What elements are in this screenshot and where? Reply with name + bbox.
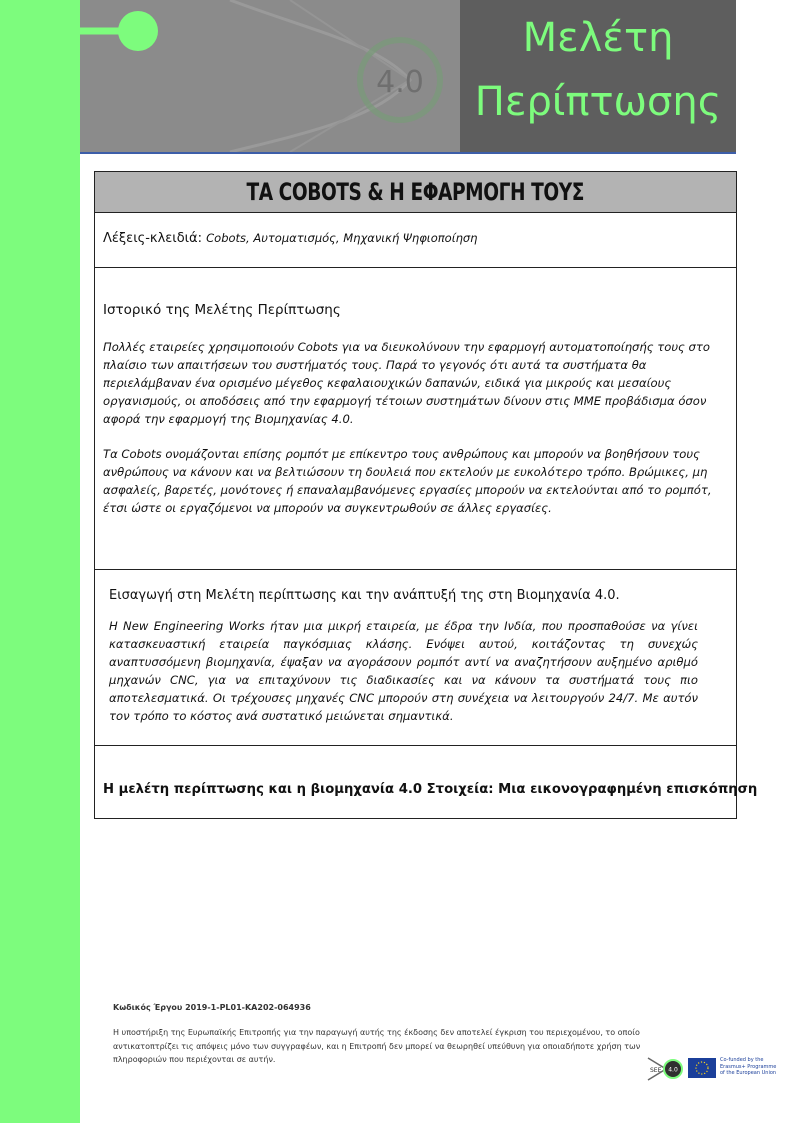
introduction-heading: Εισαγωγή στη Μελέτη περίπτωσης και την ανάπτυξή της στη Βιομηχανία 4.0. [109, 588, 620, 603]
page-footer [113, 1003, 693, 1067]
disclaimer-text: Η υποστήριξη της Ευρωπαϊκής Επιτροπής για την παραγωγή αυτής της έκδοσης δεν αποτελεί έγκριση του περιεχομένου, το οποίο αντικατοπτρίζει τις απόψεις μόνο των συγγραφέων, και η Επιτροπή δεν μπορεί να θεωρηθεί υπεύθυνη για οποιαδήποτε χρήση των πληροφοριών που περιέχονται σε αυτήν. [113, 1028, 641, 1064]
header-illustration [80, 0, 460, 152]
header-title-panel [460, 0, 736, 152]
eu-flag-icon [688, 1058, 716, 1078]
introduction-paragraph: Η New Engineering Works ήταν μια μικρή εταιρεία, με έδρα την Ινδία, που προσπαθούσε να γίνει κατασκευαστική εταιρεία παγκόσμιας κλάσης. Ενόψει αυτού, κοιτάζοντας τη συνεχώς αναπτυσσόμενη βιομηχανία, έψαξαν να αγοράσουν ρομπότ αντί να αναζητήσουν αυξημένο αριθμό μηχανών CNC, για να επιταχύνουν τις διαδικασίες και να κάνουν τα συστήματά τους πιο αποτελεσματικά. Οι τρέχουσες μηχανές CNC μπορούν στη συνέχεια να λειτουργούν 24/7. Με αυτόν τον τρόπο το κόστος ανά συστατικό μειώνεται σημαντικά. [109, 619, 698, 723]
project-code: Κωδικός Έργου 2019-1-PL01-KA202-064936 [113, 1003, 311, 1012]
footer-logos [646, 1055, 776, 1083]
introduction-section [95, 569, 736, 745]
left-accent-bar [0, 0, 80, 1123]
header-title-line2: Περίπτωσης [474, 79, 722, 125]
keywords-row [95, 212, 736, 267]
history-paragraph-2: Τα Cobots ονομάζονται επίσης ρομπότ με επίκεντρο τους ανθρώπους και μπορούν να βοηθήσουν τους ανθρώπους να κάνουν και να βελτιώσουν τη δουλειά που εκτελούν με ευκολότερο τρόπο. Βρώμικες, μη ασφαλείς, βαρετές, μονότονες ή επαναλαμβανόμενες εργασίες μπορούν να εκτελούνται από το ρομπότ, έτσι ώστε οι εργαζόμενοι να μπορούν να συγκεντρωθούν σε άλλες εργασίες. [103, 447, 712, 515]
industry-4-0-graphic-icon [80, 0, 460, 152]
see-logo-text: SEE [650, 1067, 662, 1074]
header-title-line1: Μελέτη [522, 15, 674, 61]
page-header [80, 0, 736, 154]
history-section [95, 267, 736, 569]
overview-section [95, 745, 758, 818]
content-table [94, 171, 758, 819]
overview-heading: Η μελέτη περίπτωσης και η βιομηχανία 4.0 Στοιχεία: Μια εικονογραφημένη επισκόπηση [103, 782, 758, 797]
keywords-value: Cobots, Αυτοματισμός, Μηχανική Ψηφιοποίηση [206, 231, 478, 245]
see-logo-icon [646, 1055, 686, 1083]
keywords-label: Λέξεις-κλειδιά: [103, 231, 202, 246]
see-logo-badge: 4.0 [668, 1066, 678, 1074]
document-title: ΤΑ COBOTS & Η ΕΦΑΡΜΟΓΗ ΤΟΥΣ [246, 178, 585, 206]
title-row [95, 172, 736, 212]
eu-funding-text: Co-funded by the Erasmus+ Programme of the European Union [720, 1057, 777, 1076]
history-paragraph-1: Πολλές εταιρείες χρησιμοποιούν Cobots για να διευκολύνουν την εφαρμογή αυτοματοποίησής τους στο πλαίσιο των απαιτήσεων του συστήματός τους. Παρά το γεγονός ότι αυτά τα συστήματα θα περιελάμβαναν ένα ορισμένο μέγεθος κεφαλαιουχικών δαπανών, ειδικά για μικρούς και μεσαίους οργανισμούς, οι αποδόσεις από την εφαρμογή τέτοιων συστημάτων δίνουν στις ΜΜΕ προβάδισμα όσον αφορά την εφαρμογή της Βιομηχανίας 4.0. [103, 340, 710, 426]
history-heading: Ιστορικό της Μελέτης Περίπτωσης [103, 302, 341, 318]
header-badge-text: 4.0 [376, 65, 424, 100]
